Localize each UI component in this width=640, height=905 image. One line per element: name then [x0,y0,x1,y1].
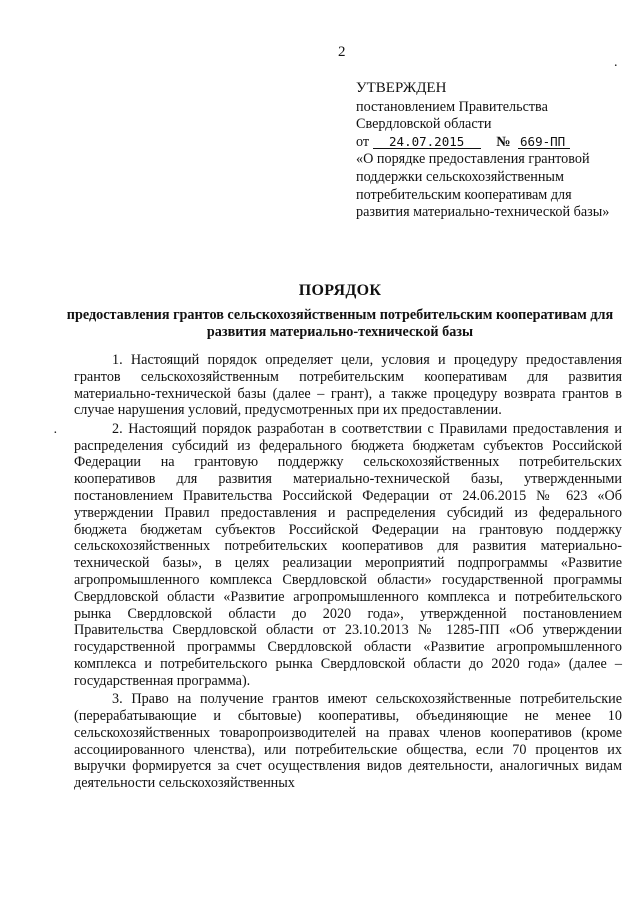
approval-stamp: УТВЕРЖДЕН [356,80,447,96]
scan-artifact-mark: · [53,426,58,441]
document-heading [60,282,620,341]
approval-line: Свердловской области [356,116,492,133]
number-sign: № [496,133,511,150]
document-body [74,352,622,794]
date-prefix: от [356,133,370,150]
approval-date: 24.07.2015 [373,135,481,149]
approval-block [356,80,624,222]
document-subtitle: предоставления грантов сельскохозяйственным потребительским кооперативам для развития материально-технической базы [66,307,614,340]
scan-artifact-mark: . [614,55,618,70]
paragraph: 3. Право на получение грантов имеют сельскохозяйственные потребительские (перерабатывающие и сбытовые) кооперативы, объединяющие не менее 10 сельскохозяйственных товаропроизводителей на правах членов кооперативов (кроме ассоциированного членства), или потребительские общества, если 70 процентов их выручки формируется за счет осуществления видов деятельности, аналогичных видам деятельности сельскохозяйственных [74,691,622,792]
paragraph: 2. Настоящий порядок разработан в соответствии с Правилами предоставления и распределения субсидий из федерального бюджета бюджетам субъектов Российской Федерации на грантовую поддержку сельскохозяйственных потребительских кооперативов для развития материально-технической базы, утвержденными постановлением Правительства Российской Федерации от 24.06.2015 № 623 «Об утверждении Правил предоставления и распределения субсидий из федерального бюджета бюджетам субъектов Российской Федерации на грантовую поддержку сельскохозяйственных потребительских кооперативов для развития материально-технической базы», в целях реализации мероприятий подпрограммы «Развитие агропромышленного комплекса Свердловской области» государственной программы Свердловской области «Развитие агропромышленного комплекса и потребительского рынка Свердловской области до 2020 года», утвержденной постановлением Правительства Свердловской области от 23.10.2013 № 1285-ПП «Об утверждении государственной программы Свердловской области «Развитие агропромышленного комплекса и потребительского рынка Свердловской области до 2020 года» (далее – государственная программа). [74,420,622,689]
document-title: ПОРЯДОК [298,282,382,299]
approval-line: постановлением Правительства [356,98,548,115]
approval-number: 669-ПП [518,135,570,149]
approval-date-line [356,134,624,152]
paragraph: 1. Настоящий порядок определяет цели, условия и процедуру предоставления грантов сельскохозяйственным потребительским кооперативам для развития материально-технической базы (далее – грант), а также процедуру возврата грантов в случае нарушения условий, предусмотренных при их предоставлении. [74,352,622,419]
approval-subject: «О порядке предоставления грантовой поддержки сельскохозяйственным потребительским кооперативам для развития материально-технической базы» [356,151,610,221]
page-number: 2 [338,44,346,60]
